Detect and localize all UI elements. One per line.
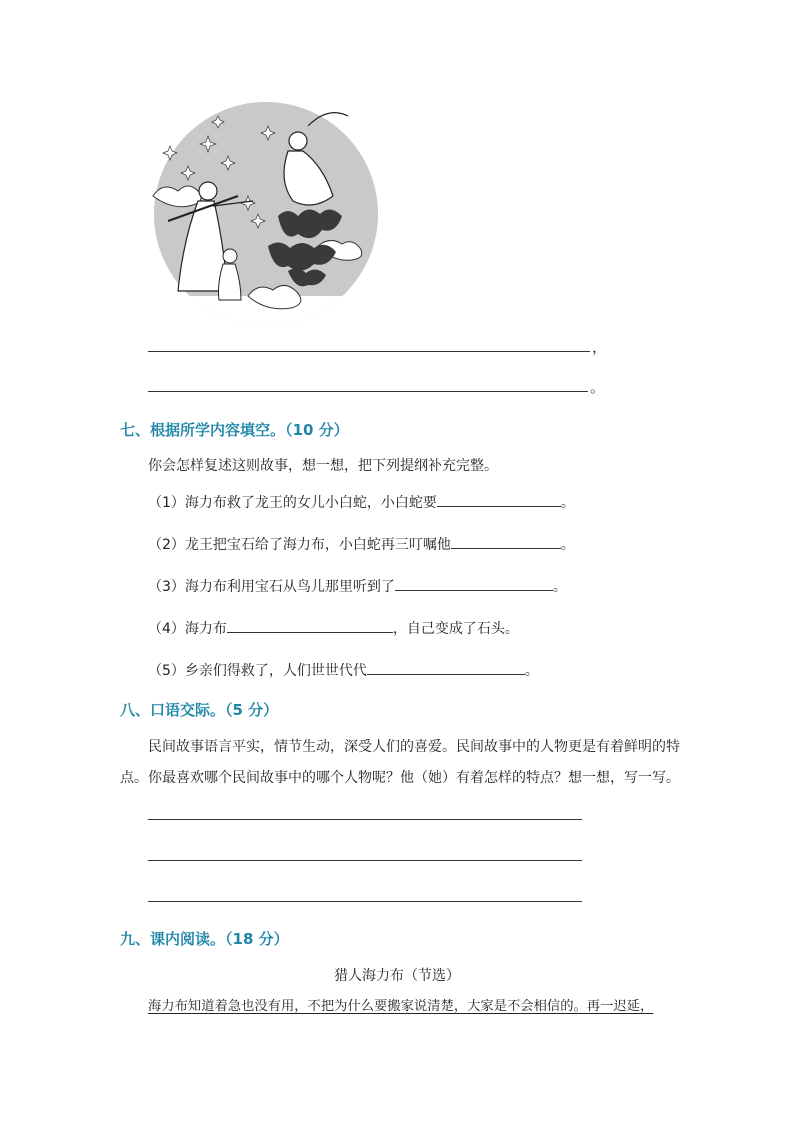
section-heading-9: 九、课内阅读。（18 分）: [120, 930, 289, 948]
fill-blank[interactable]: [395, 576, 553, 591]
answer-line[interactable]: [148, 901, 582, 902]
fill-blank[interactable]: [437, 492, 561, 507]
fill-blank-item: （2）龙王把宝石给了海力布，小白蛇再三叮嘱他 。: [148, 534, 575, 555]
fill-blank-item: （5）乡亲们得救了，人们世世代代 。: [148, 660, 539, 681]
fill-blank-item: （3）海力布利用宝石从鸟儿那里听到了 。: [148, 576, 567, 597]
section-8-para-line2: 点。你最喜欢哪个民间故事中的哪个人物呢？他（她）有着怎样的特点？想一想，写一写。: [120, 770, 680, 786]
section-heading-8: 八、口语交际。（5 分）: [120, 701, 279, 719]
answer-line[interactable]: [148, 860, 582, 861]
fill-blank[interactable]: [451, 534, 561, 549]
answer-line[interactable]: [148, 351, 590, 352]
fill-blank-item: （1）海力布救了龙王的女儿小白蛇，小白蛇要 。: [148, 492, 575, 513]
line-end-mark: 。: [590, 378, 606, 396]
section-8-para-line1: 民间故事语言平实，情节生动，深受人们的喜爱。民间故事中的人物更是有着鲜明的特: [148, 739, 680, 755]
fill-blank-item: （4）海力布 ，自己变成了石头。: [148, 618, 519, 639]
section-7-intro: 你会怎样复述这则故事，想一想，把下列提纲补充完整。: [148, 458, 498, 474]
fill-blank[interactable]: [227, 618, 393, 633]
folk-tale-illustration-icon: [148, 96, 380, 328]
answer-line[interactable]: [148, 819, 582, 820]
passage-excerpt: 海力布知道着急也没有用，不把为什么要搬家说清楚，大家是不会相信的。再一迟延，: [148, 999, 654, 1014]
line-end-mark: ，: [592, 338, 608, 356]
section-heading-7: 七、根据所学内容填空。（10 分）: [120, 421, 349, 439]
answer-line[interactable]: [148, 391, 588, 392]
fill-blank[interactable]: [367, 660, 525, 675]
passage-title: 猎人海力布（节选）: [334, 968, 460, 984]
